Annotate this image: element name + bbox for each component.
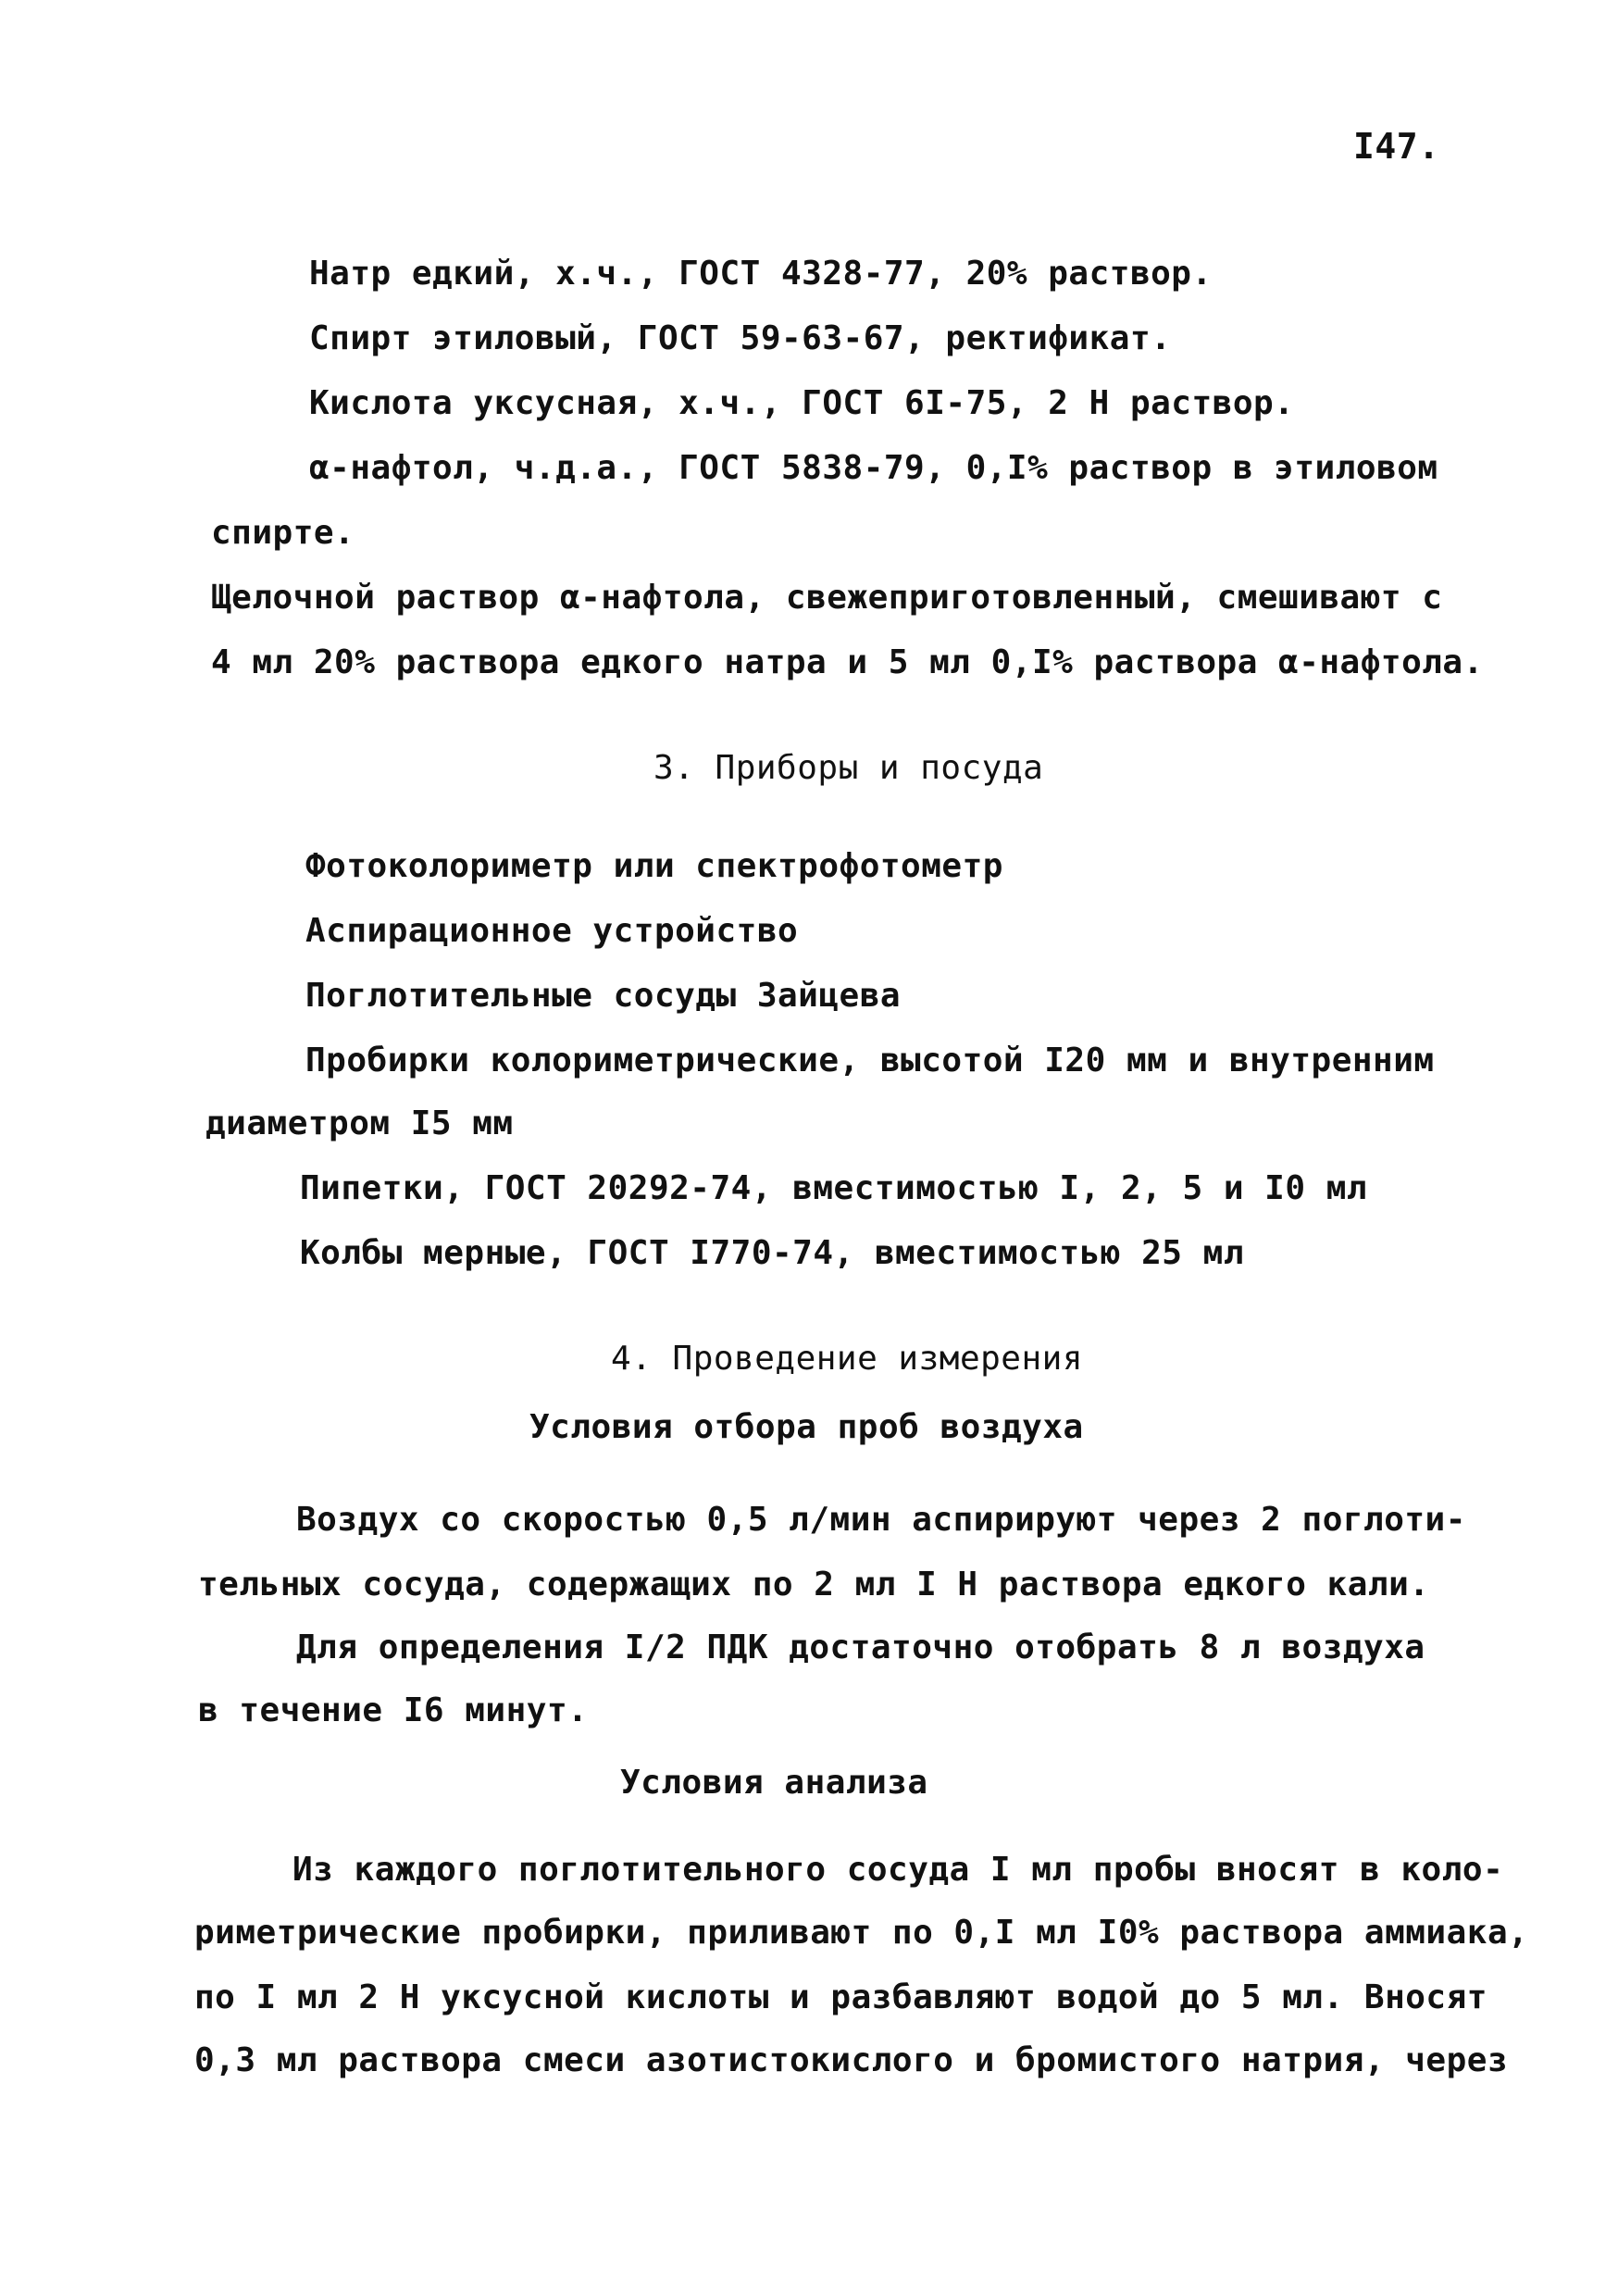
paragraph-line: Воздух со скоростью 0,5 л/мин аспирируют через 2 поглоти- xyxy=(296,1501,1466,1539)
reagent-line: Щелочной раствор α-нафтола, свежеприготовленный, смешивают с xyxy=(211,579,1443,617)
reagent-line: Спирт этиловый, ГОСТ 59-63-67, ректификат. xyxy=(309,319,1172,357)
paragraph-line: Из каждого поглотительного сосуда I мл пробы вносят в коло- xyxy=(292,1851,1504,1889)
equipment-item: Колбы мерные, ГОСТ I770-74, вместимостью 25 мл xyxy=(300,1234,1244,1272)
paragraph-line: тельных сосуда, содержащих по 2 мл I Н раствора едкого кали. xyxy=(198,1566,1430,1603)
reagent-line: 4 мл 20% раствора едкого натра и 5 мл 0,I% раствора α-нафтола. xyxy=(211,643,1484,681)
subsection-heading: Условия анализа xyxy=(620,1764,928,1802)
equipment-item: Аспирационное устройство xyxy=(305,912,799,950)
subsection-heading: Условия отбора проб воздуха xyxy=(529,1408,1084,1446)
equipment-item: диаметром I5 мм xyxy=(205,1104,514,1142)
equipment-item: Пробирки колориметрические, высотой I20 мм и внутренним xyxy=(305,1042,1435,1079)
reagent-line: α-нафтол, ч.д.а., ГОСТ 5838-79, 0,I% раствор в этиловом xyxy=(309,449,1438,487)
equipment-item: Фотоколориметр или спектрофотометр xyxy=(305,847,1003,885)
equipment-item: Пипетки, ГОСТ 20292-74, вместимостью I, 2, 5 и I0 мл xyxy=(300,1169,1368,1207)
paragraph-line: риметрические пробирки, приливают по 0,I мл I0% раствора аммиака, xyxy=(194,1914,1529,1952)
section-heading: 4. Проведение измерения xyxy=(611,1340,1083,1378)
equipment-item: Поглотительные сосуды Зайцева xyxy=(305,977,902,1015)
page-number: I47. xyxy=(1353,126,1440,167)
reagent-line: спирте. xyxy=(211,514,355,552)
paragraph-line: в течение I6 минут. xyxy=(198,1691,589,1729)
reagent-line: Натр едкий, х.ч., ГОСТ 4328-77, 20% раствор. xyxy=(309,255,1213,293)
paragraph-line: 0,3 мл раствора смеси азотистокислого и бромистого натрия, через xyxy=(194,2041,1509,2079)
reagent-line: Кислота уксусная, х.ч., ГОСТ 6I-75, 2 Н раствор. xyxy=(309,384,1295,422)
section-heading: 3. Приборы и посуда xyxy=(653,749,1044,787)
paragraph-line: по I мл 2 Н уксусной кислоты и разбавляют водой до 5 мл. Вносят xyxy=(194,1978,1487,2016)
paragraph-line: Для определения I/2 ПДК достаточно отобрать 8 л воздуха xyxy=(296,1628,1425,1666)
